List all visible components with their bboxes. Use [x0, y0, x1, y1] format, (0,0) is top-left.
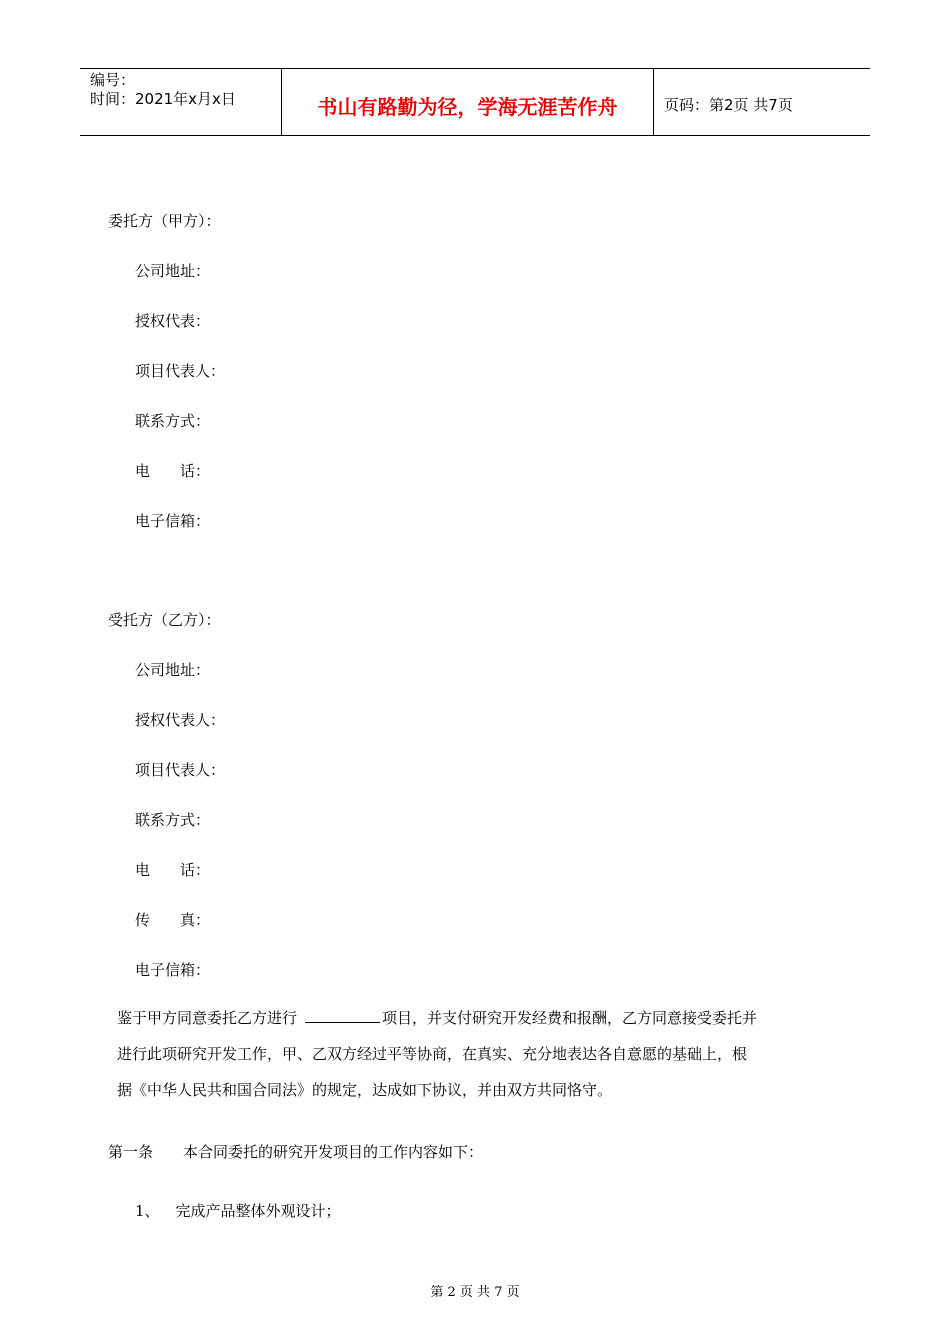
party-a-project-rep: 项目代表人： — [135, 362, 226, 380]
page-header — [80, 68, 870, 136]
document-date: 时间：2021年x月x日 — [90, 90, 236, 108]
party-b-fax: 传 真： — [135, 911, 211, 929]
party-b-authorized-rep: 授权代表人： — [135, 711, 226, 729]
document-number-label: 编号： — [90, 71, 136, 89]
header-page-info: 页码：第2页 共7页 — [664, 95, 793, 114]
party-a-company-address: 公司地址： — [135, 262, 211, 280]
item-1-number: 1、 — [135, 1202, 160, 1220]
header-motto: 书山有路勤为径，学海无涯苦作舟 — [282, 69, 654, 135]
preamble-line-2: 进行此项研究开发工作，甲、乙双方经过平等协商，在真实、充分地表达各自意愿的基础上，根 — [117, 1045, 748, 1063]
party-a-authorized-rep: 授权代表： — [135, 312, 211, 330]
preamble-line-3: 据《中华人民共和国合同法》的规定，达成如下协议，并由双方共同恪守。 — [117, 1081, 613, 1099]
header-meta — [80, 69, 282, 135]
party-b-title: 受托方（乙方）： — [108, 611, 221, 629]
preamble-paragraph — [117, 1000, 833, 1108]
party-b-company-address: 公司地址： — [135, 661, 211, 679]
preamble-line-1-end: 项目，并支付研究开发经费和报酬，乙方同意接受委托并 — [382, 1009, 758, 1027]
article-1-text: 本合同委托的研究开发项目的工作内容如下： — [183, 1143, 484, 1161]
party-b-email: 电子信箱： — [135, 961, 211, 979]
article-1 — [108, 1142, 483, 1162]
party-b-project-rep: 项目代表人： — [135, 761, 226, 779]
item-1-text: 完成产品整体外观设计； — [175, 1202, 341, 1220]
party-a-phone: 电 话： — [135, 462, 211, 480]
article-1-number: 第一条 — [108, 1143, 154, 1161]
party-a-contact: 联系方式： — [135, 412, 211, 430]
page-footer: 第 2 页 共 7 页 — [430, 1285, 520, 1300]
party-b-contact: 联系方式： — [135, 811, 211, 829]
party-b-phone: 电 话： — [135, 861, 211, 879]
party-a-title: 委托方（甲方）： — [108, 212, 221, 230]
party-a-email: 电子信箱： — [135, 512, 211, 530]
project-name-blank — [305, 1008, 380, 1023]
list-item — [135, 1201, 341, 1221]
preamble-line-1-start: 鉴于甲方同意委托乙方进行 — [117, 1009, 298, 1027]
preamble-line-1 — [117, 1000, 833, 1036]
